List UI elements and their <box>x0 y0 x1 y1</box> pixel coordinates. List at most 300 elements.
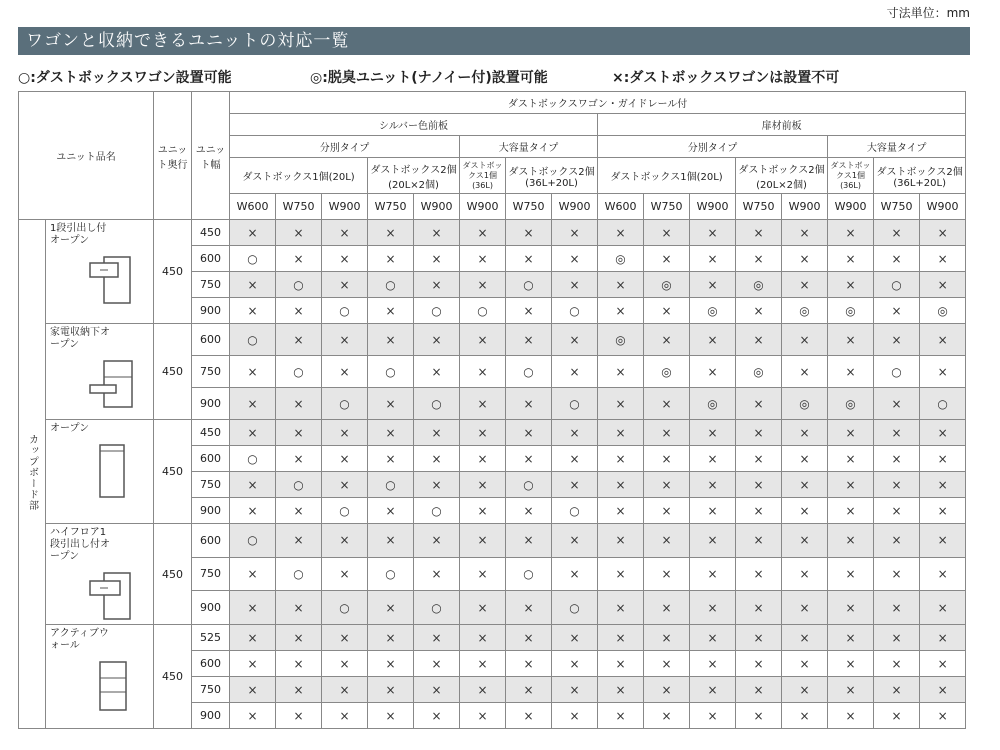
compatibility-mark: × <box>690 420 736 446</box>
unit-depth: 450 <box>154 324 192 420</box>
compatibility-mark: × <box>506 298 552 324</box>
width-header-cell: W900 <box>920 194 966 220</box>
compatibility-mark: × <box>828 524 874 558</box>
compatibility-mark: × <box>644 524 690 558</box>
width-header-cell: W750 <box>736 194 782 220</box>
compatibility-mark: × <box>414 356 460 388</box>
compatibility-mark: ◎ <box>690 388 736 420</box>
unit-width: 900 <box>192 591 230 625</box>
compatibility-mark: × <box>874 220 920 246</box>
compatibility-mark: × <box>690 557 736 591</box>
compatibility-mark: × <box>460 557 506 591</box>
drawer-open-unit-icon <box>50 253 149 305</box>
compatibility-mark: × <box>736 591 782 625</box>
compatibility-mark: × <box>736 472 782 498</box>
compatibility-mark: × <box>552 220 598 246</box>
compatibility-mark: × <box>644 472 690 498</box>
compatibility-mark: × <box>782 591 828 625</box>
compatibility-mark: × <box>322 420 368 446</box>
compatibility-mark: × <box>552 272 598 298</box>
compatibility-mark: × <box>736 246 782 272</box>
unit-width: 900 <box>192 388 230 420</box>
compatibility-mark: × <box>552 446 598 472</box>
compatibility-mark: × <box>276 625 322 651</box>
compatibility-mark: × <box>230 220 276 246</box>
unit-width: 450 <box>192 420 230 446</box>
compatibility-mark: × <box>828 557 874 591</box>
legend-deodorizer: ◎:脱臭ユニット(ナノイー付)設置可能 <box>310 70 548 86</box>
compatibility-mark: × <box>874 651 920 677</box>
header-db2-door: ダストボックス2個(20L×2個) <box>736 158 828 194</box>
compatibility-mark: × <box>598 498 644 524</box>
width-header-cell: W900 <box>690 194 736 220</box>
unit-name-cell <box>46 524 154 625</box>
compatibility-mark: × <box>828 625 874 651</box>
compatibility-mark: × <box>874 246 920 272</box>
compatibility-mark: × <box>782 498 828 524</box>
width-header-cell: W600 <box>230 194 276 220</box>
compatibility-mark: × <box>690 651 736 677</box>
compatibility-mark: ○ <box>552 591 598 625</box>
unit-name: ハイフロア1段引出し付オープン <box>50 527 110 562</box>
width-header-cell: W900 <box>782 194 828 220</box>
compatibility-mark: × <box>690 356 736 388</box>
compatibility-mark: × <box>874 498 920 524</box>
compatibility-mark: × <box>506 677 552 703</box>
compatibility-mark: ○ <box>368 356 414 388</box>
compatibility-mark: × <box>506 703 552 729</box>
header-width: ユニット幅 <box>192 92 230 220</box>
compatibility-mark: × <box>414 625 460 651</box>
compatibility-mark: × <box>736 324 782 356</box>
unit-name: オープン <box>50 423 90 434</box>
compatibility-mark: × <box>322 356 368 388</box>
compatibility-mark: × <box>782 220 828 246</box>
compatibility-mark: ◎ <box>920 298 966 324</box>
compatibility-mark: × <box>828 498 874 524</box>
compatibility-mark: × <box>782 677 828 703</box>
compatibility-mark: × <box>368 220 414 246</box>
compatibility-mark: × <box>828 703 874 729</box>
compatibility-mark: × <box>644 388 690 420</box>
compatibility-mark: × <box>322 524 368 558</box>
unit-width: 450 <box>192 220 230 246</box>
header-large-silver: 大容量タイプ <box>460 136 598 158</box>
compatibility-mark: × <box>782 557 828 591</box>
compatibility-mark: × <box>276 498 322 524</box>
compatibility-mark: × <box>552 472 598 498</box>
compatibility-mark: × <box>322 472 368 498</box>
compatibility-mark: ○ <box>506 472 552 498</box>
compatibility-mark: × <box>368 446 414 472</box>
compatibility-mark: × <box>736 388 782 420</box>
header-unit-name: ユニット品名 <box>19 92 154 220</box>
compatibility-mark: × <box>598 446 644 472</box>
compatibility-mark: × <box>828 677 874 703</box>
compatibility-mark: × <box>690 272 736 298</box>
compatibility-mark: ○ <box>368 272 414 298</box>
compatibility-mark: × <box>552 246 598 272</box>
compatibility-mark: ○ <box>322 591 368 625</box>
header-separate-silver: 分別タイプ <box>230 136 460 158</box>
compatibility-mark: × <box>782 356 828 388</box>
compatibility-mark: × <box>552 356 598 388</box>
width-header-cell: W900 <box>414 194 460 220</box>
compatibility-mark: × <box>874 298 920 324</box>
compatibility-mark: × <box>276 524 322 558</box>
compatibility-mark: × <box>828 446 874 472</box>
compatibility-mark: ○ <box>276 356 322 388</box>
compatibility-mark: × <box>414 677 460 703</box>
compatibility-mark: × <box>782 272 828 298</box>
compatibility-mark: × <box>874 420 920 446</box>
compatibility-mark: × <box>644 324 690 356</box>
compatibility-mark: × <box>460 524 506 558</box>
table-row <box>19 220 966 246</box>
compatibility-mark: × <box>368 524 414 558</box>
compatibility-mark: × <box>552 703 598 729</box>
compatibility-mark: ○ <box>368 557 414 591</box>
compatibility-mark: × <box>736 524 782 558</box>
compatibility-mark: × <box>874 446 920 472</box>
unit-name: 家電収納下オープン <box>50 327 110 350</box>
compatibility-mark: ◎ <box>736 356 782 388</box>
compatibility-mark: × <box>506 651 552 677</box>
unit-width: 600 <box>192 524 230 558</box>
compatibility-mark: × <box>460 498 506 524</box>
compatibility-mark: × <box>874 472 920 498</box>
header-separate-door: 分別タイプ <box>598 136 828 158</box>
compatibility-mark: × <box>460 246 506 272</box>
unit-name-cell <box>46 220 154 324</box>
compatibility-mark: × <box>598 388 644 420</box>
width-header-cell: W750 <box>276 194 322 220</box>
compatibility-mark: ◎ <box>782 388 828 420</box>
compatibility-mark: × <box>644 677 690 703</box>
compatibility-mark: × <box>460 388 506 420</box>
compatibility-mark: × <box>874 324 920 356</box>
compatibility-mark: × <box>782 651 828 677</box>
compatibility-mark: ◎ <box>828 388 874 420</box>
compatibility-mark: × <box>322 324 368 356</box>
compatibility-mark: × <box>368 388 414 420</box>
compatibility-mark: ○ <box>276 472 322 498</box>
compatibility-mark: ○ <box>414 591 460 625</box>
compatibility-mark: × <box>506 220 552 246</box>
compatibility-mark: × <box>736 498 782 524</box>
compatibility-mark: ○ <box>414 498 460 524</box>
unit-depth: 450 <box>154 220 192 324</box>
unit-depth: 450 <box>154 420 192 524</box>
unit-width: 900 <box>192 298 230 324</box>
compatibility-mark: ○ <box>506 356 552 388</box>
compatibility-mark: × <box>322 651 368 677</box>
header-top: ダストボックスワゴン・ガイドレール付 <box>230 92 966 114</box>
compatibility-mark: × <box>920 420 966 446</box>
compatibility-mark: × <box>644 651 690 677</box>
header-db1-36-door: ダストボックス1個(36L) <box>828 158 874 194</box>
compatibility-mark: ○ <box>230 446 276 472</box>
compatibility-mark: × <box>230 356 276 388</box>
compatibility-mark: × <box>276 298 322 324</box>
compatibility-mark: × <box>276 703 322 729</box>
compatibility-mark: × <box>460 651 506 677</box>
compatibility-mark: ○ <box>230 524 276 558</box>
unit-width: 900 <box>192 498 230 524</box>
compatibility-mark: × <box>644 220 690 246</box>
compatibility-mark: × <box>828 651 874 677</box>
compatibility-mark: × <box>506 388 552 420</box>
unit-name-cell <box>46 324 154 420</box>
compatibility-mark: × <box>598 472 644 498</box>
compatibility-mark: × <box>368 420 414 446</box>
compatibility-mark: × <box>552 524 598 558</box>
compatibility-mark: × <box>920 557 966 591</box>
compatibility-mark: × <box>506 498 552 524</box>
compatibility-mark: × <box>782 524 828 558</box>
unit-depth: 450 <box>154 524 192 625</box>
unit-name: 1段引出し付オープン <box>50 223 107 246</box>
header-db2-silver: ダストボックス2個(20L×2個) <box>368 158 460 194</box>
compatibility-mark: × <box>598 703 644 729</box>
compatibility-mark: × <box>230 472 276 498</box>
header-db1-door: ダストボックス1個(20L) <box>598 158 736 194</box>
compatibility-mark: × <box>874 388 920 420</box>
compatibility-mark: ○ <box>874 356 920 388</box>
compatibility-mark: × <box>460 677 506 703</box>
compatibility-mark: × <box>828 220 874 246</box>
compatibility-mark: × <box>782 703 828 729</box>
compatibility-mark: × <box>690 703 736 729</box>
compatibility-mark: × <box>414 703 460 729</box>
compatibility-mark: × <box>276 246 322 272</box>
compatibility-mark: × <box>368 246 414 272</box>
compatibility-mark: × <box>598 220 644 246</box>
compatibility-mark: × <box>782 472 828 498</box>
section-label: カップボード部 <box>19 220 46 729</box>
compatibility-mark: × <box>368 703 414 729</box>
compatibility-mark: × <box>414 446 460 472</box>
compatibility-mark: ○ <box>414 298 460 324</box>
compatibility-mark: × <box>598 272 644 298</box>
compatibility-mark: × <box>874 524 920 558</box>
compatibility-mark: × <box>414 246 460 272</box>
compatibility-mark: ◎ <box>644 356 690 388</box>
compatibility-mark: ◎ <box>644 272 690 298</box>
header-db2-36-door: ダストボックス2個(36L+20L) <box>874 158 966 194</box>
compatibility-mark: × <box>736 677 782 703</box>
compatibility-mark: × <box>920 591 966 625</box>
compatibility-mark: × <box>230 498 276 524</box>
compatibility-mark: × <box>368 677 414 703</box>
compatibility-mark: × <box>598 420 644 446</box>
compatibility-mark: × <box>322 220 368 246</box>
width-header-cell: W900 <box>460 194 506 220</box>
compatibility-mark: ◎ <box>782 298 828 324</box>
compatibility-mark: × <box>782 246 828 272</box>
compatibility-mark: ○ <box>230 324 276 356</box>
compatibility-mark: × <box>414 472 460 498</box>
compatibility-mark: × <box>460 220 506 246</box>
compatibility-mark: × <box>506 446 552 472</box>
compatibility-mark: × <box>414 420 460 446</box>
header-large-door: 大容量タイプ <box>828 136 966 158</box>
unit-width: 750 <box>192 356 230 388</box>
compatibility-mark: ◎ <box>598 324 644 356</box>
compatibility-mark: × <box>920 625 966 651</box>
compatibility-mark: × <box>874 625 920 651</box>
compatibility-mark: × <box>828 420 874 446</box>
compatibility-mark: ◎ <box>598 246 644 272</box>
compatibility-mark: × <box>276 651 322 677</box>
width-header-cell: W900 <box>828 194 874 220</box>
compatibility-mark: × <box>644 591 690 625</box>
compatibility-mark: × <box>322 246 368 272</box>
compatibility-mark: ○ <box>920 388 966 420</box>
compatibility-mark: × <box>690 591 736 625</box>
compatibility-mark: × <box>506 591 552 625</box>
compatibility-mark: × <box>230 677 276 703</box>
compatibility-mark: × <box>598 557 644 591</box>
unit-name-cell <box>46 625 154 729</box>
open-unit-icon <box>50 441 149 501</box>
unit-name: アクティブウォール <box>50 628 109 651</box>
compatibility-mark: × <box>874 703 920 729</box>
compatibility-mark: × <box>460 420 506 446</box>
compatibility-mark: × <box>552 677 598 703</box>
compatibility-mark: × <box>506 324 552 356</box>
compatibility-mark: ○ <box>368 472 414 498</box>
compatibility-mark: × <box>460 324 506 356</box>
compatibility-mark: × <box>552 324 598 356</box>
compatibility-mark: × <box>598 651 644 677</box>
compatibility-mark: ○ <box>322 388 368 420</box>
unit-name-cell <box>46 420 154 524</box>
compatibility-mark: ◎ <box>736 272 782 298</box>
compatibility-mark: × <box>644 420 690 446</box>
compatibility-mark: × <box>552 651 598 677</box>
compatibility-mark: × <box>920 246 966 272</box>
compatibility-mark: ○ <box>322 298 368 324</box>
compatibility-mark: × <box>690 324 736 356</box>
legend-possible: ○:ダストボックスワゴン設置可能 <box>18 70 232 86</box>
compatibility-mark: × <box>874 557 920 591</box>
compatibility-mark: × <box>690 625 736 651</box>
compatibility-mark: × <box>920 677 966 703</box>
compatibility-mark: ◎ <box>828 298 874 324</box>
compatibility-mark: × <box>828 272 874 298</box>
compatibility-mark: × <box>644 625 690 651</box>
compatibility-mark: × <box>276 591 322 625</box>
compatibility-mark: × <box>874 591 920 625</box>
compatibility-mark: × <box>414 272 460 298</box>
compatibility-mark: × <box>782 324 828 356</box>
compatibility-mark: × <box>276 677 322 703</box>
compatibility-mark: × <box>414 324 460 356</box>
compatibility-mark: × <box>690 220 736 246</box>
compatibility-mark: × <box>920 220 966 246</box>
compatibility-mark: × <box>920 324 966 356</box>
unit-width: 750 <box>192 557 230 591</box>
compatibility-mark: × <box>644 557 690 591</box>
compatibility-mark: × <box>552 557 598 591</box>
compatibility-mark: × <box>506 420 552 446</box>
width-header-cell: W750 <box>368 194 414 220</box>
compatibility-mark: × <box>460 472 506 498</box>
compatibility-mark: × <box>506 625 552 651</box>
compatibility-mark: × <box>828 591 874 625</box>
compatibility-mark: × <box>644 298 690 324</box>
compatibility-mark: × <box>920 651 966 677</box>
compatibility-mark: × <box>276 446 322 472</box>
header-db2-36-silver: ダストボックス2個(36L+20L) <box>506 158 598 194</box>
compatibility-mark: × <box>920 703 966 729</box>
unit-width: 750 <box>192 272 230 298</box>
compatibility-mark: × <box>736 625 782 651</box>
compatibility-mark: × <box>598 677 644 703</box>
compatibility-mark: × <box>828 356 874 388</box>
compatibility-mark: × <box>322 272 368 298</box>
width-header-cell: W600 <box>598 194 644 220</box>
compatibility-table <box>18 91 966 729</box>
compatibility-mark: ○ <box>506 557 552 591</box>
compatibility-mark: × <box>460 591 506 625</box>
header-depth: ユニット奥行 <box>154 92 192 220</box>
compatibility-mark: × <box>920 524 966 558</box>
compatibility-mark: ○ <box>552 298 598 324</box>
compatibility-mark: × <box>920 272 966 298</box>
compatibility-mark: ◎ <box>690 298 736 324</box>
compatibility-mark: × <box>460 703 506 729</box>
compatibility-mark: × <box>644 498 690 524</box>
compatibility-mark: ○ <box>230 246 276 272</box>
unit-width: 525 <box>192 625 230 651</box>
compatibility-mark: × <box>736 298 782 324</box>
compatibility-mark: × <box>782 446 828 472</box>
compatibility-mark: ○ <box>874 272 920 298</box>
header-silver: シルバー色前板 <box>230 114 598 136</box>
width-header-cell: W900 <box>322 194 368 220</box>
compatibility-mark: × <box>552 625 598 651</box>
compatibility-mark: × <box>506 524 552 558</box>
compatibility-mark: × <box>506 246 552 272</box>
unit-width: 750 <box>192 472 230 498</box>
compatibility-mark: × <box>230 651 276 677</box>
highfloor-drawer-unit-icon <box>50 569 149 621</box>
compatibility-mark: × <box>230 420 276 446</box>
compatibility-mark: × <box>690 524 736 558</box>
table-row <box>19 625 966 651</box>
compatibility-mark: × <box>690 498 736 524</box>
compatibility-mark: × <box>414 524 460 558</box>
compatibility-mark: × <box>690 246 736 272</box>
compatibility-mark: × <box>690 446 736 472</box>
compatibility-mark: × <box>828 472 874 498</box>
compatibility-mark: ○ <box>322 498 368 524</box>
compatibility-mark: ○ <box>414 388 460 420</box>
compatibility-mark: × <box>230 298 276 324</box>
unit-width: 600 <box>192 446 230 472</box>
unit-depth: 450 <box>154 625 192 729</box>
compatibility-mark: × <box>736 651 782 677</box>
width-header-cell: W750 <box>874 194 920 220</box>
compatibility-mark: × <box>736 220 782 246</box>
compatibility-mark: × <box>276 420 322 446</box>
compatibility-mark: × <box>414 220 460 246</box>
compatibility-mark: × <box>460 625 506 651</box>
compatibility-mark: × <box>322 557 368 591</box>
compatibility-mark: × <box>598 524 644 558</box>
